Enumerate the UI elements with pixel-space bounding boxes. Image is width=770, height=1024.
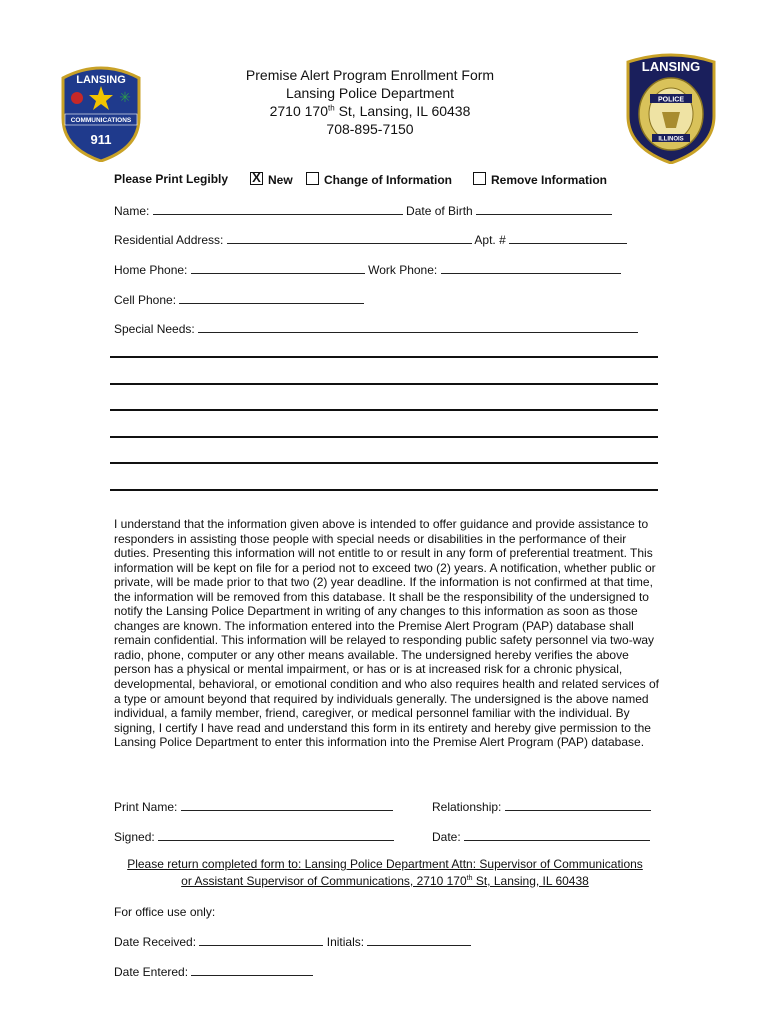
address-field[interactable]: Residential Address: Apt. # — [114, 232, 627, 247]
cell-phone-field[interactable]: Cell Phone: — [114, 292, 364, 307]
return-instructions-line1: Please return completed form to: Lansing Police Department Attn: Supervisor of Communications — [127, 857, 643, 871]
date-entered-field[interactable]: Date Entered: — [114, 964, 313, 979]
apt-label: Apt. # — [474, 233, 506, 247]
special-needs-line[interactable] — [110, 462, 658, 464]
remove-info-option[interactable]: Remove Information — [473, 172, 607, 187]
department-phone: 708-895-7150 — [326, 121, 414, 137]
date-received-field[interactable]: Date Received: Initials: — [114, 934, 471, 949]
department-name: Lansing Police Department — [285, 85, 455, 101]
signed-field[interactable]: Signed: — [114, 829, 394, 844]
signature-date-field[interactable]: Date: — [432, 829, 650, 844]
special-needs-line[interactable] — [110, 489, 658, 491]
name-field[interactable]: Name: Date of Birth — [114, 203, 612, 218]
dob-field — [476, 203, 612, 215]
special-needs-line[interactable] — [110, 409, 658, 411]
svg-text:COMMUNICATIONS: COMMUNICATIONS — [70, 117, 132, 124]
special-needs-field[interactable]: Special Needs: — [114, 321, 638, 336]
svg-text:911: 911 — [90, 132, 112, 147]
print-name-field[interactable]: Print Name: — [114, 799, 393, 814]
print-legibly-note: Please Print Legibly — [114, 172, 229, 186]
dob-label: Date of Birth — [406, 204, 473, 218]
change-info-option[interactable]: Change of Information — [306, 172, 452, 187]
special-needs-line[interactable] — [110, 383, 658, 385]
apt-field — [509, 232, 627, 244]
form-title: Premise Alert Program Enrollment Form — [245, 67, 495, 83]
work-phone-label: Work Phone: — [368, 263, 438, 277]
initials-label: Initials: — [326, 935, 365, 949]
return-instructions-line2: or Assistant Supervisor of Communications, 2710 170th St, Lansing, IL 60438 — [181, 874, 589, 888]
new-checkbox[interactable]: X — [250, 172, 263, 185]
work-phone-field — [441, 262, 621, 274]
special-needs-line[interactable] — [110, 356, 658, 358]
svg-text:LANSING: LANSING — [76, 74, 126, 86]
new-option[interactable]: X New — [250, 172, 293, 187]
home-phone-field[interactable]: Home Phone: Work Phone: — [114, 262, 621, 277]
remove-info-checkbox[interactable] — [473, 172, 486, 185]
consent-statement: I understand that the information given above is intended to offer guidance and provide assistance to responders in assisting those people with special needs or disabilities in the performance of their duties. Presenting this information will not entitle to or result in any form of preferential treatment. This information will be kept on file for a period not to exceed two (2) years. A notification, whether public or private, will be made prior to that two (2) year deadline. If the information is not confirmed at that time, the information will be removed from this database. It shall be the responsibility of the undersigned to notify the Lansing Police Department in writing of any changes to this information as soon as those changes are known. The information entered into the Premise Alert Program (PAP) database shall remain confidential. This information will be relayed to responding public safety personnel via two-way radio, phone, computer or any other means available. The undersigned hereby verifies the above person has a physical or mental impairment, or has or is at increased risk for a chronic physical, developmental, behavioral, or emotional condition and who also requires health and related services of a type or amount beyond that required by individuals generally. The undersigned is the above named individual, a family member, friend, caregiver, or medical personnel familiar with the individual. By signing, I certify I have read and understand this form in its entirety and hereby give permission to the Lansing Police Department to enter this information into the Premise Alert Program (PAP) database. — [114, 517, 659, 750]
svg-text:POLICE: POLICE — [657, 96, 685, 104]
change-info-checkbox[interactable] — [306, 172, 319, 185]
department-address: 2710 170th St, Lansing, IL 60438 — [269, 103, 471, 119]
svg-text:LANSING: LANSING — [641, 59, 701, 74]
office-use-heading: For office use only: — [114, 905, 216, 919]
relationship-field[interactable]: Relationship: — [432, 799, 651, 814]
communications-911-logo — [57, 60, 145, 162]
initials-field — [367, 934, 471, 946]
svg-text:ILLINOIS: ILLINOIS — [658, 136, 684, 143]
svg-text:✳: ✳ — [119, 90, 131, 106]
special-needs-line[interactable] — [110, 436, 658, 438]
police-badge-logo — [624, 50, 718, 164]
